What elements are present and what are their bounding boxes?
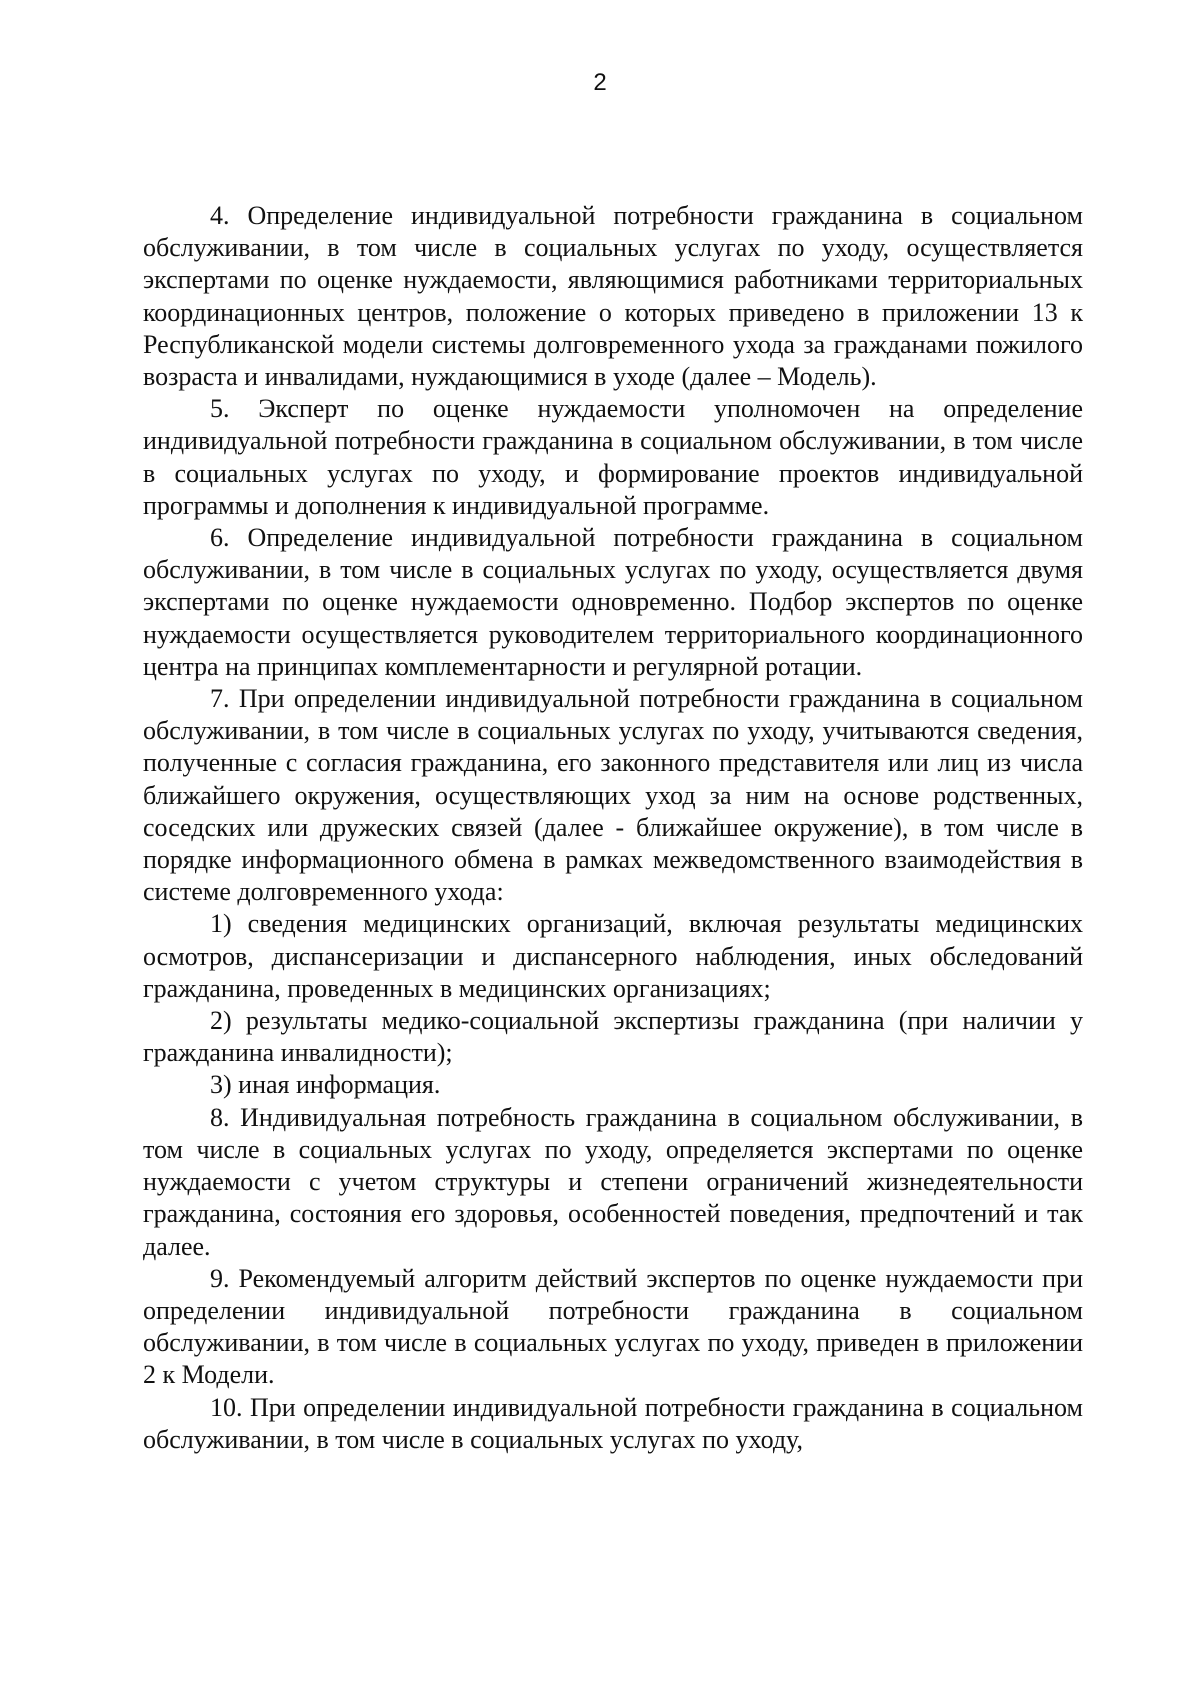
paragraph-item-5: 5. Эксперт по оценке нуждаемости уполномочен на определение индивидуальной потребности гражданина в социальном обслуживании, в том числе в социальных услугах по уходу, и формирование проектов индивидуальной программы и дополнения к индивидуальной программе. <box>143 394 1083 520</box>
paragraph-item-10: 10. При определении индивидуальной потребности гражданина в социальном обслуживании, в том числе в социальных услугах по уходу, <box>143 1392 1083 1454</box>
page-number: 2 <box>593 69 607 96</box>
paragraph-item-4: 4. Определение индивидуальной потребности гражданина в социальном обслуживании, в том числе в социальных услугах по уходу, осуществляется экспертами по оценке нуждаемости, являющимися работниками территориальных координационных центров, положение о которых приведено в приложении 13 к Республиканской модели системы долговременного ухода за гражданами пожилого возраста и инвалидами, нуждающимися в уходе (далее – Модель). <box>143 201 1083 392</box>
subitem-1: 1) сведения медицинских организаций, включая результаты медицинских осмотров, диспансеризации и диспансерного наблюдения, иных обследований гражданина, проведенных в медицинских организациях; <box>143 909 1083 1003</box>
subitem-2: 2) результаты медико-социальной экспертизы гражданина (при наличии у гражданина инвалидности); <box>143 1006 1083 1068</box>
paragraph-item-7: 7. При определении индивидуальной потребности гражданина в социальном обслуживании, в том числе в социальных услугах по уходу, учитываются сведения, полученные с согласия гражданина, его законного представителя или лиц из числа ближайшего окружения, осуществляющих уход за ним на основе родственных, соседских или дружеских связей (далее - ближайшее окружение), в том числе в порядке информационного обмена в рамках межведомственного взаимодействия в системе долговременного ухода: <box>143 684 1083 907</box>
subitem-3: 3) иная информация. <box>210 1070 441 1100</box>
document-body <box>143 200 1083 1456</box>
paragraph-item-6: 6. Определение индивидуальной потребности гражданина в социальном обслуживании, в том числе в социальных услугах по уходу, осуществляется двумя экспертами по оценке нуждаемости одновременно. Подбор экспертов по оценке нуждаемости осуществляется руководителем территориального координационного центра на принципах комплементарности и регулярной ротации. <box>143 523 1083 681</box>
paragraph-item-8: 8. Индивидуальная потребность гражданина в социальном обслуживании, в том числе в социальных услугах по уходу, определяется экспертами по оценке нуждаемости с учетом структуры и степени ограничений жизнедеятельности гражданина, состояния его здоровья, особенностей поведения, предпочтений и так далее. <box>143 1102 1083 1261</box>
paragraph-item-9: 9. Рекомендуемый алгоритм действий экспертов по оценке нуждаемости при определении индивидуальной потребности гражданина в социальном обслуживании, в том числе в социальных услугах по уходу, приведен в приложении 2 к Модели. <box>143 1263 1083 1390</box>
